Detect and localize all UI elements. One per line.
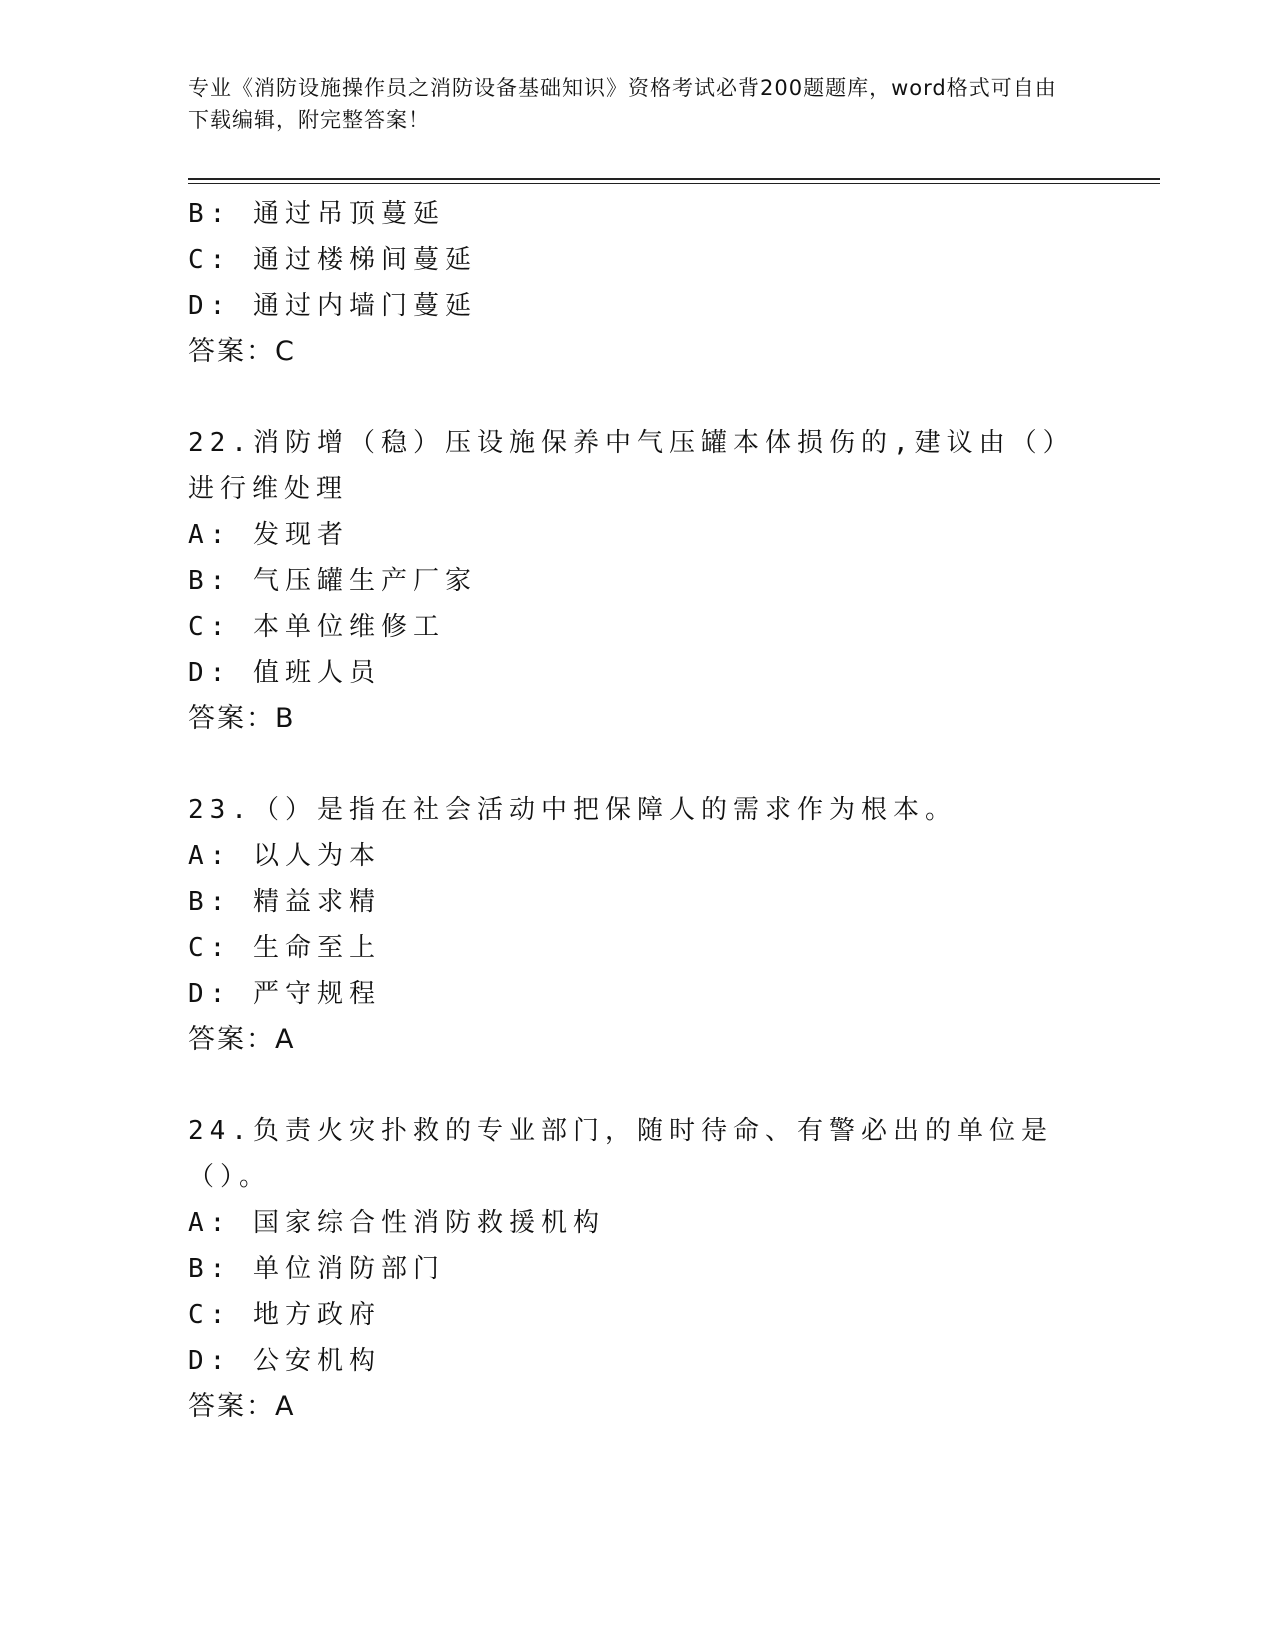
answer-line: 答案：A <box>188 1024 296 1055</box>
question-stem: 23.（）是指在社会活动中把保障人的需求作为根本。 <box>188 795 957 825</box>
question-block <box>188 1108 1088 1430</box>
question-block <box>188 787 1088 1063</box>
option-d: D: 通过内墙门蔓延 <box>188 291 477 321</box>
header-divider-thin <box>188 183 1160 184</box>
option-b: B: 气压罐生产厂家 <box>188 566 477 596</box>
option-c: C: 地方政府 <box>188 1300 381 1330</box>
question-content <box>188 191 1088 1430</box>
answer-line: 答案：C <box>188 336 296 367</box>
option-d: D: 严守规程 <box>188 979 381 1009</box>
answer-line: 答案：B <box>188 703 296 734</box>
option-a: A: 国家综合性消防救援机构 <box>188 1208 605 1238</box>
option-d: D: 公安机构 <box>188 1346 381 1376</box>
option-b: B: 单位消防部门 <box>188 1254 445 1284</box>
question-block <box>188 420 1088 742</box>
option-c: C: 生命至上 <box>188 933 381 963</box>
option-a: A: 以人为本 <box>188 841 381 871</box>
option-b: B: 通过吊顶蔓延 <box>188 199 445 229</box>
document-header: 专业《消防设施操作员之消防设备基础知识》资格考试必背200题题库，word格式可自由下载编辑，附完整答案！ <box>188 76 1057 132</box>
option-d: D: 值班人员 <box>188 658 381 688</box>
option-b: B: 精益求精 <box>188 887 381 917</box>
option-c: C: 通过楼梯间蔓延 <box>188 245 477 275</box>
header-divider <box>188 178 1160 180</box>
question-stem: 24.负责火灾扑救的专业部门，随时待命、有警必出的单位是（）。 <box>188 1116 1053 1192</box>
spacer <box>188 375 1088 420</box>
previous-question-tail <box>188 191 1088 375</box>
option-c: C: 本单位维修工 <box>188 612 445 642</box>
option-a: A: 发现者 <box>188 520 349 550</box>
answer-line: 答案：A <box>188 1391 296 1422</box>
spacer <box>188 742 1088 787</box>
spacer <box>188 1063 1088 1108</box>
question-stem: 22.消防增（稳）压设施保养中气压罐本体损伤的,建议由（）进行维处理 <box>188 428 1075 504</box>
